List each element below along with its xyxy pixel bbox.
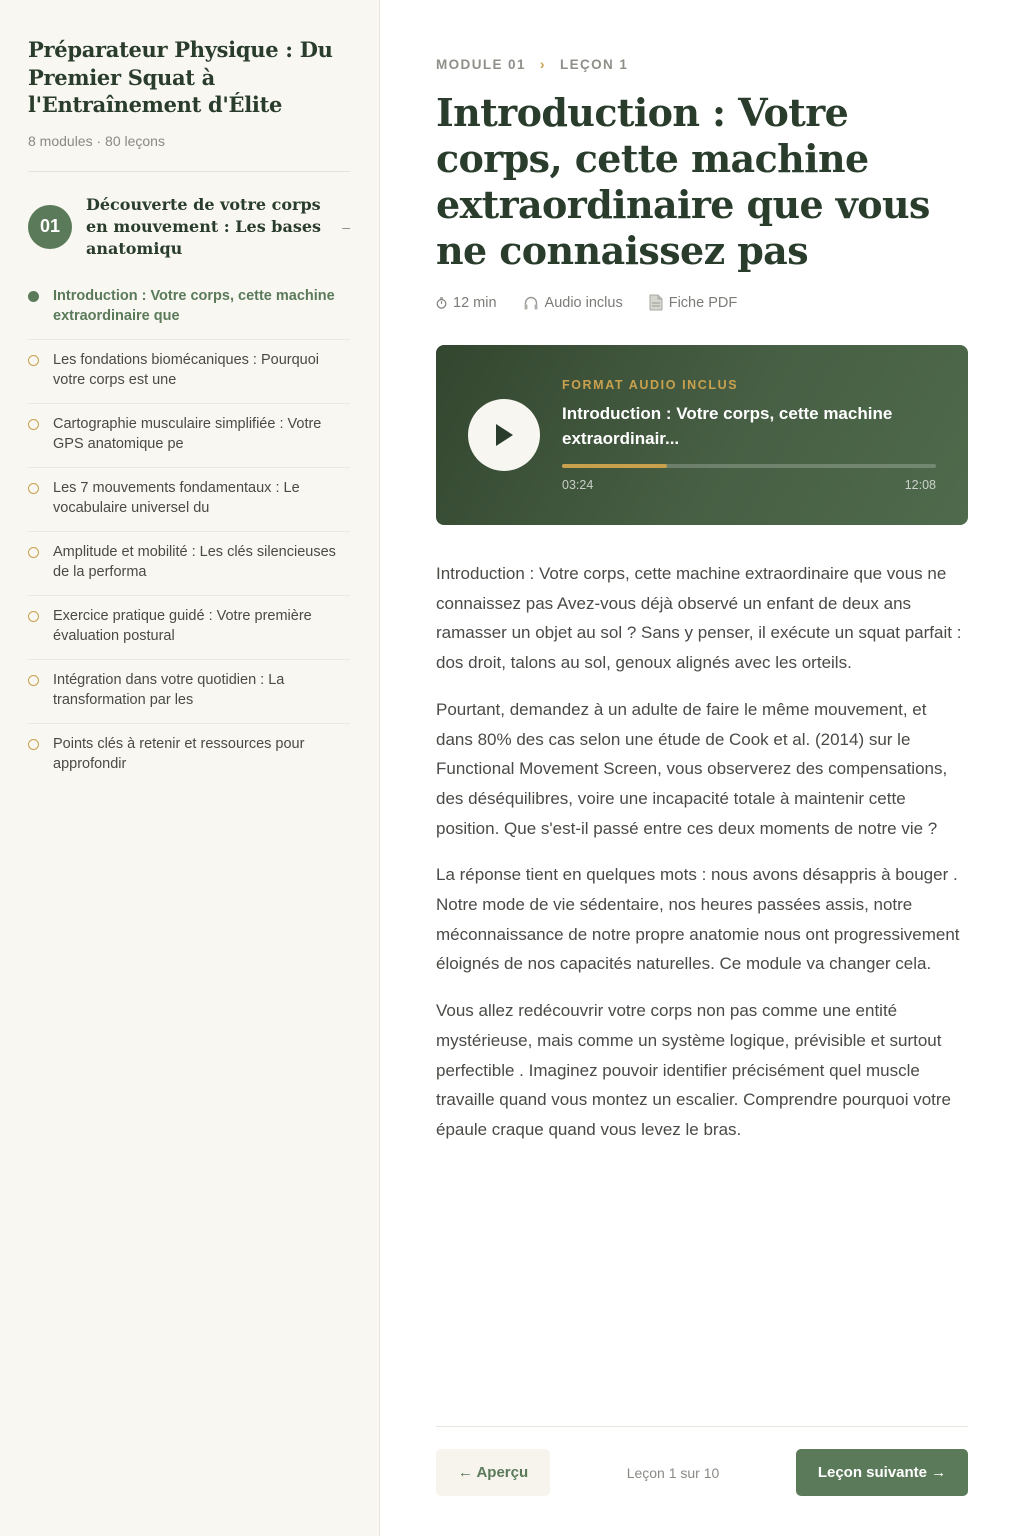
lesson-label: Exercice pratique guidé : Votre première évaluation postural — [53, 607, 312, 644]
sidebar-lesson-item-4[interactable] — [28, 468, 350, 532]
sidebar-lesson-item-8[interactable] — [28, 724, 350, 787]
lesson-content — [436, 559, 968, 1145]
course-meta: 8 modules · 80 leçons — [28, 132, 165, 149]
breadcrumb-chevron-icon: › — [539, 56, 546, 72]
content-paragraph: Introduction : Votre corps, cette machine extraordinaire que vous ne connaissez pas Avez-vous déjà observé un enfant de deux ans ramasser un objet au sol ? Sans y penser, il exécute un squat parfait : dos droit, talons au sol, genoux alignés avec les orteils. — [436, 564, 962, 673]
breadcrumb-module[interactable]: MODULE 01 — [436, 56, 526, 72]
audio-text: Audio inclus — [544, 294, 623, 311]
page-title: Introduction : Votre corps, cette machine extraordinaire que vous ne connaissez pas — [436, 90, 930, 273]
pdf-text: Fiche PDF — [668, 294, 738, 311]
lesson-label: Les 7 mouvements fondamentaux : Le vocabulaire universel du — [53, 479, 300, 516]
sidebar-lesson-item-5[interactable] — [28, 532, 350, 596]
audio-current-time: 03:24 — [562, 478, 594, 492]
audio-total-time: 12:08 — [904, 478, 936, 492]
next-lesson-button[interactable]: Leçon suivante → — [796, 1449, 968, 1496]
breadcrumb-lesson: LEÇON 1 — [559, 56, 629, 72]
sidebar-lesson-item-7[interactable] — [28, 660, 350, 724]
lesson-status-dot-icon — [28, 355, 39, 366]
play-button[interactable] — [468, 399, 540, 471]
stopwatch-icon — [436, 297, 447, 309]
duration-meta — [436, 295, 497, 311]
lesson-label: Intégration dans votre quotidien : La transformation par les — [53, 671, 285, 708]
lesson-label: Points clés à retenir et ressources pour approfondir — [53, 735, 305, 772]
lesson-status-dot-icon — [28, 611, 39, 622]
audio-progress-fill — [562, 464, 667, 468]
audio-progress-bar[interactable] — [562, 464, 936, 468]
pdf-meta[interactable] — [649, 294, 738, 311]
breadcrumb — [436, 56, 968, 72]
course-title: Préparateur Physique : Du Premier Squat à l'Entraînement d'Élite — [28, 37, 333, 117]
lesson-main — [436, 0, 968, 1536]
lesson-footer — [436, 1426, 968, 1496]
lesson-status-dot-icon — [28, 291, 39, 302]
content-paragraph: La réponse tient en quelques mots : nous avons désappris à bouger . Notre mode de vie sédentaire, nos heures passées assis, notre méconnaissance de notre propre anatomie nous ont progressivement éloignés de nos capacités naturelles. Ce module va changer cela. — [436, 865, 960, 974]
sidebar-lesson-item-1[interactable] — [28, 282, 350, 340]
lesson-status-dot-icon — [28, 739, 39, 750]
duration-text: 12 min — [453, 294, 497, 311]
audio-track-title: Introduction : Votre corps, cette machine extraordinair... — [562, 404, 893, 448]
audio-meta — [523, 295, 623, 311]
content-paragraph: Pourtant, demandez à un adulte de faire le même mouvement, et dans 80% des cas selon une étude de Cook et al. (2014) sur le Functional Movement Screen, vous observerez des compensations, des déséquilibres, voire une incapacité totale à maintenir cette position. Que s'est-il passé entre ces deux moments de notre vie ? — [436, 699, 948, 838]
lesson-status-dot-icon — [28, 675, 39, 686]
lesson-label: Introduction : Votre corps, cette machine extraordinaire que — [53, 287, 335, 324]
previous-button[interactable]: ← Aperçu — [436, 1449, 550, 1496]
lesson-status-dot-icon — [28, 547, 39, 558]
sidebar-lesson-item-6[interactable] — [28, 596, 350, 660]
content-paragraph: Vous allez redécouvrir votre corps non pas comme une entité mystérieuse, mais comme un système logique, prévisible et surtout perfectible . Imaginez pouvoir identifier précisément quel muscle travaille quand vous montez un escalier. Comprendre pourquoi votre épaule craque quand vous levez le bras. — [436, 1001, 952, 1139]
lesson-label: Les fondations biomécaniques : Pourquoi votre corps est une — [53, 351, 320, 388]
sidebar — [0, 0, 380, 1536]
document-icon — [649, 294, 663, 311]
sidebar-lesson-item-2[interactable] — [28, 340, 350, 404]
module-title: Découverte de votre corps en mouvement : Les bases anatomiqu — [86, 194, 322, 258]
lesson-status-dot-icon — [28, 483, 39, 494]
lesson-list — [28, 282, 350, 787]
lesson-label: Cartographie musculaire simplifiée : Votre GPS anatomique pe — [53, 415, 322, 452]
audio-format-label: FORMAT AUDIO INCLUS — [562, 378, 739, 392]
play-icon — [493, 422, 515, 448]
module-header[interactable] — [28, 194, 350, 260]
collapse-module-toggle[interactable]: – — [342, 218, 350, 235]
sidebar-divider — [28, 171, 350, 172]
audio-player — [436, 345, 968, 525]
module-number-badge: 01 — [28, 205, 72, 249]
lesson-status-dot-icon — [28, 419, 39, 430]
sidebar-lesson-item-3[interactable] — [28, 404, 350, 468]
headphones-icon — [523, 295, 539, 311]
lesson-label: Amplitude et mobilité : Les clés silencieuses de la performa — [53, 543, 336, 580]
lesson-pager: Leçon 1 sur 10 — [626, 1464, 720, 1481]
lesson-meta — [436, 294, 968, 311]
